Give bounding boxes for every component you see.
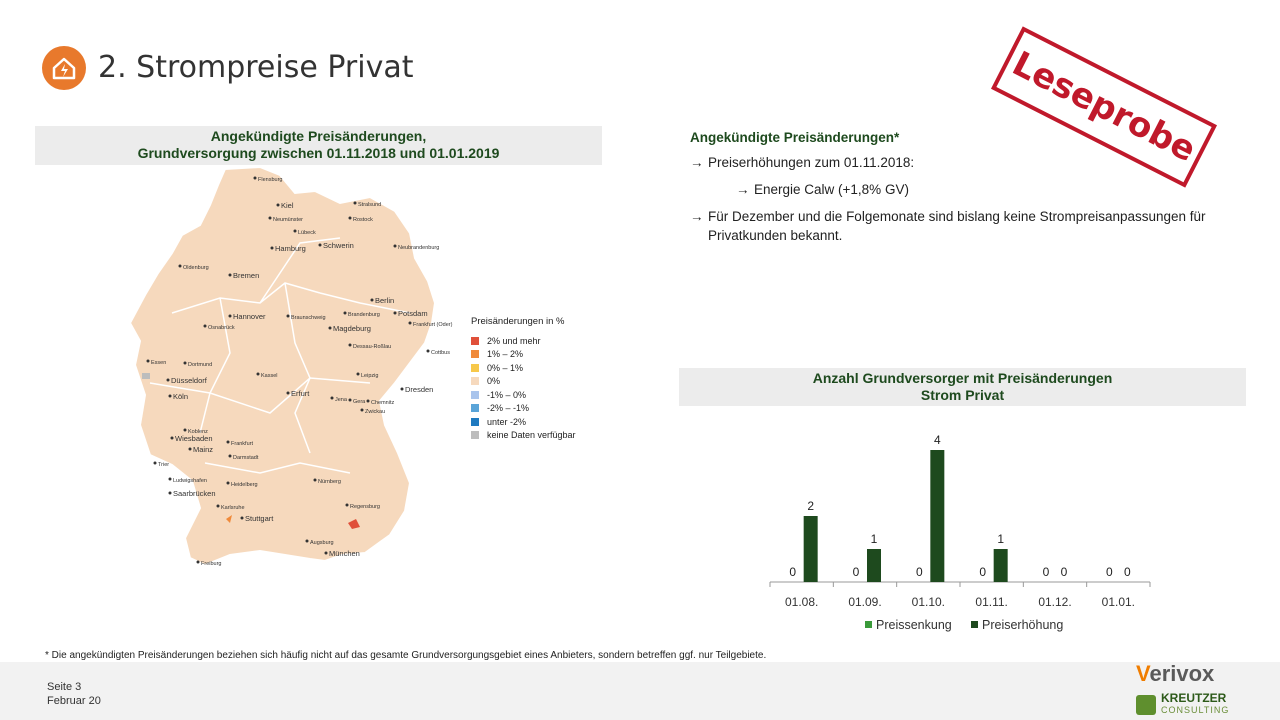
city-label: Neubrandenburg	[398, 245, 440, 251]
x-tick-label: 01.01.	[1101, 595, 1136, 609]
city-dot	[217, 505, 220, 508]
map-legend	[471, 316, 576, 442]
data-label: 0	[1123, 565, 1131, 579]
city-label: Zwickau	[365, 409, 386, 415]
arrow-icon: →	[690, 209, 704, 224]
legend-label: -2% – -1%	[487, 403, 530, 414]
city-label: Brandenburg	[348, 312, 380, 318]
city-label: Nürnberg	[318, 479, 341, 485]
legend-item	[471, 429, 576, 443]
city-label: Hannover	[233, 312, 266, 321]
city-label: Oldenburg	[183, 265, 209, 271]
city-dot	[401, 388, 404, 391]
city-label: Braunschweig	[291, 315, 326, 321]
bar-preiserhöhung	[930, 450, 944, 582]
legend-label: 0% – 1%	[487, 362, 524, 373]
city-dot	[229, 455, 232, 458]
legend-item	[471, 375, 576, 389]
city-dot	[179, 265, 182, 268]
city-dot	[314, 479, 317, 482]
legend-swatch	[471, 404, 479, 412]
city-dot	[287, 315, 290, 318]
legend-swatch	[471, 418, 479, 426]
city-label: Dresden	[405, 385, 434, 394]
city-dot	[147, 360, 150, 363]
city-dot	[167, 379, 170, 382]
legend-label: 2% und mehr	[487, 335, 541, 346]
city-dot	[197, 561, 200, 564]
city-label: Lübeck	[298, 230, 316, 236]
city-label: Kassel	[261, 373, 278, 379]
legend-swatch	[471, 391, 479, 399]
legend-item	[471, 361, 576, 375]
city-dot	[361, 409, 364, 412]
city-label: Magdeburg	[333, 324, 371, 333]
city-dot	[346, 504, 349, 507]
info-panel	[690, 130, 1250, 253]
germany-outline	[130, 167, 435, 565]
verivox-logo: Verivox	[1136, 661, 1215, 686]
legend-item	[471, 334, 576, 348]
city-dot	[227, 482, 230, 485]
legend-swatch	[471, 337, 479, 345]
city-label: Stralsund	[358, 202, 382, 208]
city-dot	[325, 552, 328, 555]
city-dot	[357, 373, 360, 376]
bar-preiserhöhung	[994, 549, 1008, 582]
city-label: Dortmund	[188, 362, 213, 368]
city-dot	[169, 478, 172, 481]
city-dot	[254, 177, 257, 180]
city-label: Cottbus	[431, 350, 450, 356]
power-house-icon	[42, 46, 86, 90]
info-line-2-text: Für Dezember und die Folgemonate sind bislang keine Strompreisanpassungen für Privatkunden bekannt.	[708, 209, 1206, 243]
city-label: Wiesbaden	[175, 434, 213, 443]
legend-item	[471, 402, 576, 416]
city-label: Ludwigshafen	[173, 478, 207, 484]
city-dot	[171, 437, 174, 440]
page-info	[47, 680, 101, 708]
city-dot	[394, 312, 397, 315]
map-header-line1: Angekündigte Preisänderungen,	[210, 128, 427, 144]
footnote: * Die angekündigten Preisänderungen beziehen sich häufig nicht auf das gesamte Grundversorgungsgebiet eines Anbieters, sondern betreffen ggf. nur Teilgebiete.	[45, 650, 767, 661]
page-number: Seite 3	[47, 681, 82, 693]
city-label: Jena	[335, 397, 347, 403]
bar-preiserhöhung	[804, 516, 818, 582]
city-dot	[367, 400, 370, 403]
legend-swatch	[471, 364, 479, 372]
city-dot	[344, 312, 347, 315]
city-label: Potsdam	[398, 309, 428, 318]
chart-header-line2: Strom Privat	[920, 387, 1005, 403]
page-title: 2. Strompreise Privat	[98, 50, 414, 85]
x-tick-label: 01.10.	[911, 595, 946, 609]
chart-header-line1: Anzahl Grundversorger mit Preisänderungen	[812, 370, 1113, 386]
info-line-1-text: Preiserhöhungen zum 01.11.2018:	[708, 155, 915, 170]
city-label: Mainz	[193, 445, 214, 454]
data-label: 0	[1042, 565, 1050, 579]
city-label: Regensburg	[350, 504, 380, 510]
city-dot	[241, 517, 244, 520]
city-dot	[287, 392, 290, 395]
city-dot	[329, 327, 332, 330]
city-dot	[189, 448, 192, 451]
city-label: Trier	[158, 462, 170, 468]
city-dot	[169, 395, 172, 398]
city-dot	[204, 325, 207, 328]
city-label: München	[329, 549, 360, 558]
city-dot	[349, 399, 352, 402]
data-label: 0	[852, 565, 860, 579]
city-label: Koblenz	[188, 429, 208, 435]
city-dot	[184, 429, 187, 432]
city-dot	[184, 362, 187, 365]
data-label: 2	[807, 499, 815, 513]
city-dot	[229, 315, 232, 318]
city-dot	[227, 441, 230, 444]
data-label: 0	[1105, 565, 1113, 579]
info-line-1-sub	[690, 180, 1250, 199]
city-dot	[306, 540, 309, 543]
legend-swatch	[471, 431, 479, 439]
city-dot	[154, 462, 157, 465]
city-label: Flensburg	[258, 177, 283, 183]
city-label: Düsseldorf	[171, 376, 207, 385]
city-label: Frankfurt (Oder)	[413, 322, 453, 328]
data-label: 1	[870, 532, 878, 546]
city-label: Neumünster	[273, 217, 303, 223]
city-dot	[169, 492, 172, 495]
data-label: 0	[979, 565, 987, 579]
data-label: 0	[789, 565, 797, 579]
city-dot	[277, 204, 280, 207]
legend-label: -1% – 0%	[487, 389, 527, 400]
x-tick-label: 01.11.	[975, 595, 1008, 609]
legend-label: 1% – 2%	[487, 349, 524, 360]
page-date: Februar 20	[47, 695, 101, 707]
city-label: Köln	[173, 392, 189, 401]
bar-chart	[760, 420, 1160, 640]
city-label: Augsburg	[310, 540, 334, 546]
city-dot	[331, 397, 334, 400]
legend-item	[471, 388, 576, 402]
arrow-icon: →	[690, 155, 704, 170]
city-label: Hamburg	[275, 244, 306, 253]
footer-bar	[0, 662, 1280, 720]
city-label: Berlin	[375, 296, 395, 305]
city-label: Kiel	[281, 201, 294, 210]
city-label: Heidelberg	[231, 482, 258, 488]
city-label: Stuttgart	[245, 514, 274, 523]
data-label: 4	[933, 433, 941, 447]
legend-label: Preissenkung	[876, 618, 952, 632]
city-label: Osnabrück	[208, 325, 235, 331]
x-tick-label: 01.12.	[1038, 595, 1072, 609]
city-dot	[294, 230, 297, 233]
city-dot	[349, 344, 352, 347]
city-label: Leipzig	[361, 373, 379, 379]
info-heading: Angekündigte Preisänderungen*	[690, 130, 900, 145]
city-label: Saarbrücken	[173, 489, 216, 498]
city-dot	[394, 245, 397, 248]
kreutzer-logo: KREUTZER CONSULTING	[1161, 691, 1230, 715]
city-label: Darmstadt	[233, 455, 259, 461]
data-label: 1	[997, 532, 1005, 546]
city-label: Karlsruhe	[221, 505, 245, 511]
city-dot	[349, 217, 352, 220]
chart-header	[679, 368, 1246, 406]
x-tick-label: 01.09.	[848, 595, 882, 609]
city-dot	[371, 299, 374, 302]
city-dot	[319, 244, 322, 247]
map-header	[35, 126, 602, 165]
city-label: Gera	[353, 399, 366, 405]
city-label: Dessau-Roßlau	[353, 344, 392, 350]
city-dot	[271, 247, 274, 250]
info-line-1-sub-text: Energie Calw (+1,8% GV)	[754, 182, 909, 197]
city-dot	[354, 202, 357, 205]
city-dot	[269, 217, 272, 220]
legend-item	[471, 415, 576, 429]
kreutzer-logo-icon	[1136, 695, 1156, 715]
legend-swatch	[865, 621, 872, 628]
city-dot	[257, 373, 260, 376]
city-label: Frankfurt	[231, 441, 254, 447]
arrow-icon: →	[736, 182, 750, 197]
legend-swatch	[971, 621, 978, 628]
city-label: Chemnitz	[371, 400, 395, 406]
city-label: Rostock	[353, 217, 373, 223]
info-line-2	[690, 207, 1250, 245]
legend-item	[471, 348, 576, 362]
legend-title: Preisänderungen in %	[471, 316, 565, 327]
bar-preiserhöhung	[867, 549, 881, 582]
city-label: Freiburg	[201, 561, 222, 567]
city-label: Essen	[151, 360, 167, 366]
legend-swatch	[471, 350, 479, 358]
city-label: Bremen	[233, 271, 260, 280]
city-dot	[229, 274, 232, 277]
legend-label: Preiserhöhung	[982, 618, 1064, 632]
data-label: 0	[915, 565, 923, 579]
legend-label: keine Daten verfügbar	[487, 430, 576, 441]
no-data-region	[142, 373, 150, 379]
city-label: Schwerin	[323, 241, 354, 250]
legend-swatch	[471, 377, 479, 385]
legend-label: 0%	[487, 376, 501, 387]
map-header-line2: Grundversorgung zwischen 01.11.2018 und 01.01.2019	[137, 145, 500, 161]
leseprobe-stamp: Leseprobe	[991, 26, 1217, 187]
x-tick-label: 01.08.	[784, 595, 819, 609]
legend-label: unter -2%	[487, 416, 527, 427]
city-label: Erfurt	[291, 389, 310, 398]
data-label: 0	[1060, 565, 1068, 579]
city-dot	[427, 350, 430, 353]
city-dot	[409, 322, 412, 325]
info-line-1	[690, 153, 1250, 172]
